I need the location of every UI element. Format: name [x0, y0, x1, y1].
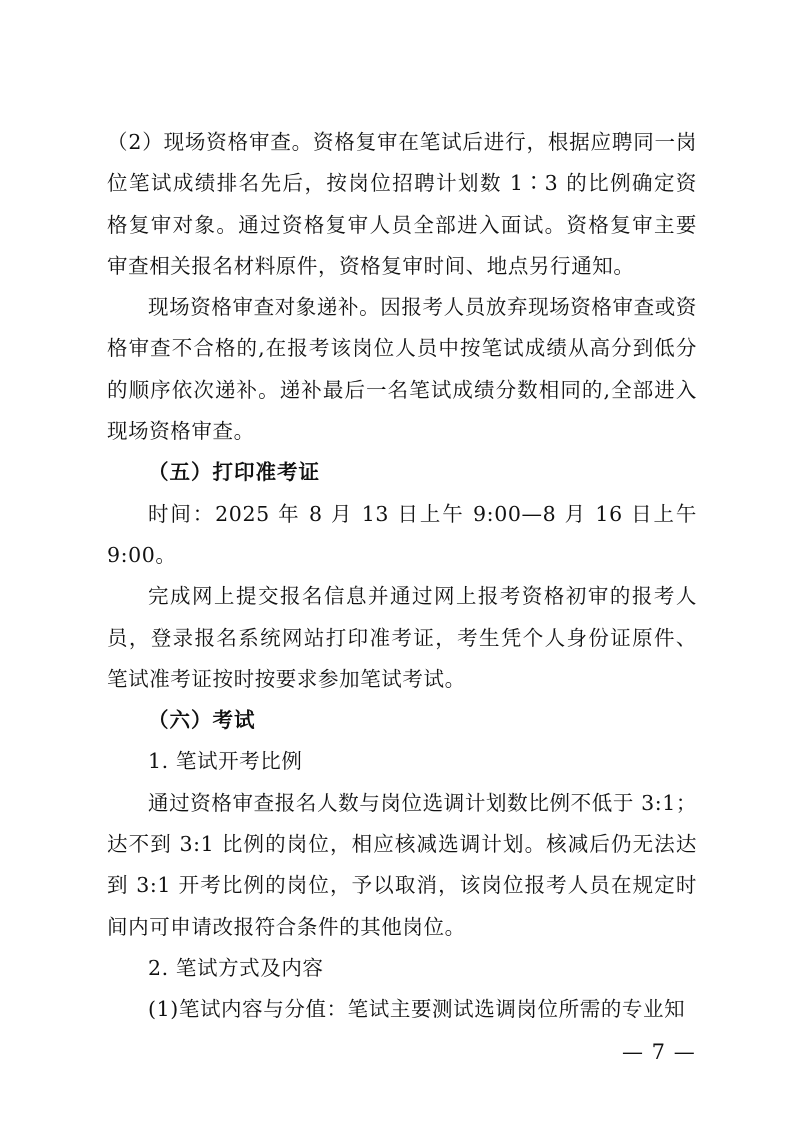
paragraph-print-instructions: 完成网上提交报名信息并通过网上报考资格初审的报考人员，登录报名系统网站打印准考证，考生凭个人身份证原件、笔试准考证按时按要求参加笔试考试。	[107, 584, 697, 691]
paragraph-qualification-review: （2）现场资格审查。资格复审在笔试后进行，根据应聘同一岗位笔试成绩排名先后，按岗位招聘计划数 1∶3 的比例确定资格复审对象。通过资格复审人员全部进入面试。资格复审主要审查相关报名材料原件，资格复审时间、地点另行通知。	[107, 130, 697, 278]
paragraph-print-time: 时间：2025 年 8 月 13 日上午 9:00—8 月 16 日上午 9:00。	[107, 501, 697, 567]
page-number: — 7 —	[622, 1040, 696, 1064]
paragraph-replacement: 现场资格审查对象递补。因报考人员放弃现场资格审查或资格审查不合格的,在报考该岗位人员中按笔试成绩从高分到低分的顺序依次递补。递补最后一名笔试成绩分数相同的,全部进入现场资格审查。	[107, 295, 697, 444]
document-body	[107, 122, 697, 1031]
subheading-exam-method: 2. 笔试方式及内容	[148, 955, 324, 980]
paragraph-exam-content: (1)笔试内容与分值：笔试主要测试选调岗位所需的专业知	[148, 997, 686, 1022]
subheading-exam-ratio: 1. 笔试开考比例	[148, 749, 303, 774]
section-heading-print-ticket: （五）打印准考证	[148, 460, 320, 485]
paragraph-exam-ratio: 通过资格审查报名人数与岗位选调计划数比例不低于 3:1；达不到 3:1 比例的岗位，相应核减选调计划。核减后仍无法达到 3:1 开考比例的岗位，予以取消，该岗位报考人员在规定时间内可申请改报符合条件的其他岗位。	[107, 790, 697, 939]
section-heading-exam: （六）考试	[148, 708, 256, 733]
